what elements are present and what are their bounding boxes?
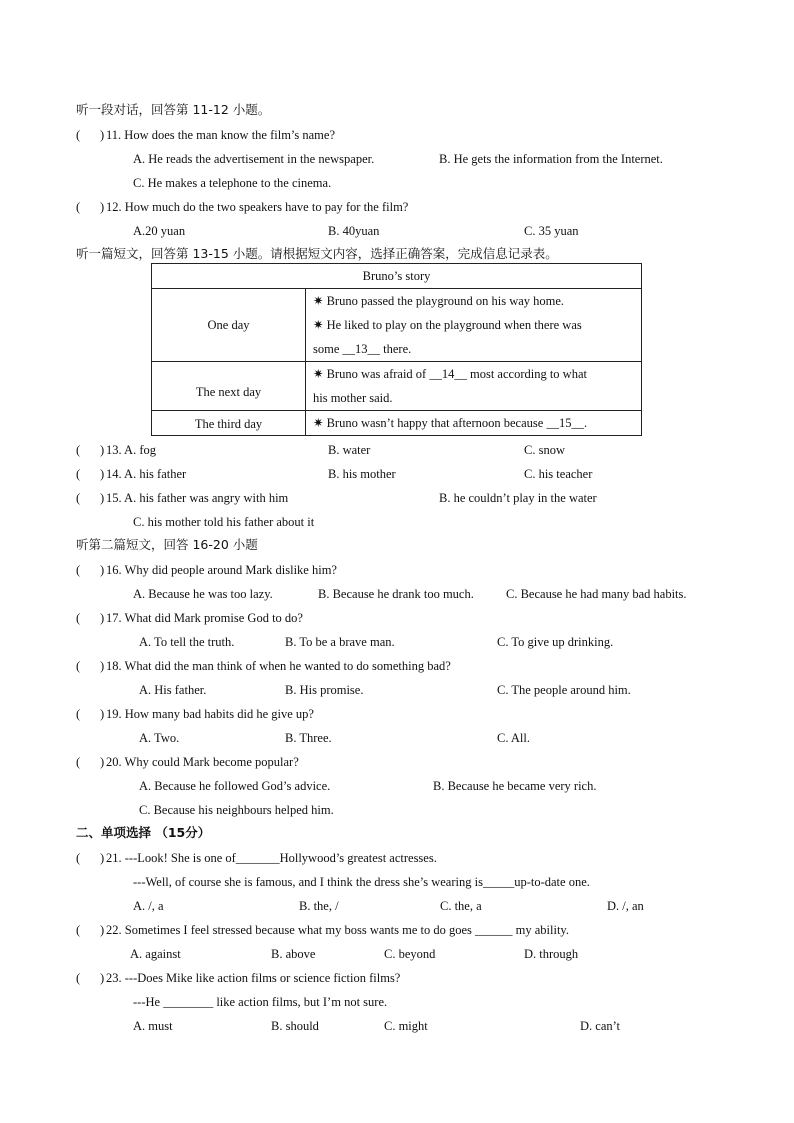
question-23-option-a: A. must <box>133 1019 173 1033</box>
answer-paren-close: ) <box>100 971 105 985</box>
answer-paren-close: ) <box>100 443 105 457</box>
question-20-option-b: B. Because he became very rich. <box>433 779 597 793</box>
answer-paren-close: ) <box>100 659 105 673</box>
section-heading-multiple-choice: 二、单项选择 （15分） <box>76 825 211 840</box>
question-15-stem: 15. A. his father was angry with him <box>106 491 289 505</box>
row-content-next-day <box>306 362 642 411</box>
question-18-stem: 18. What did the man think of when he wanted to do something bad? <box>106 659 451 673</box>
question-12-option-a: A.20 yuan <box>133 224 186 238</box>
bruno-story-table <box>151 263 642 436</box>
row-label-next-day: The next day <box>152 362 306 411</box>
question-12-stem: 12. How much do the two speakers have to pay for the film? <box>106 200 409 214</box>
section-heading-passage-2: 听第二篇短文，回答 16-20 小题 <box>76 537 258 552</box>
question-20-option-c: C. Because his neighbours helped him. <box>139 803 334 817</box>
question-17-option-a: A. To tell the truth. <box>139 635 235 649</box>
row2-line1-post: most according to what <box>466 367 587 381</box>
question-14-option-c: C. his teacher <box>524 467 593 481</box>
answer-paren-close: ) <box>100 563 105 577</box>
question-18-option-b: B. His promise. <box>285 683 364 697</box>
section-heading-passage-1: 听一篇短文，回答第 13-15 小题。请根据短文内容，选择正确答案，完成信息记录表。 <box>76 246 558 261</box>
question-20-option-a: A. Because he followed God’s advice. <box>139 779 331 793</box>
question-16-option-b: B. Because he drank too much. <box>318 587 474 601</box>
row1-line1: ✷ Bruno passed the playground on his way home. <box>313 294 565 308</box>
question-19-stem: 19. How many bad habits did he give up? <box>106 707 314 721</box>
answer-paren-close: ) <box>100 755 105 769</box>
answer-paren-open: ( <box>76 707 81 721</box>
row-label-third-day: The third day <box>152 411 306 436</box>
answer-paren-open: ( <box>76 851 81 865</box>
question-23-line2: ---He ________ like action films, but I’m not sure. <box>133 995 388 1009</box>
question-21-option-d: D. /, an <box>607 899 644 913</box>
question-22-option-c: C. beyond <box>384 947 436 961</box>
answer-paren-close: ) <box>100 707 105 721</box>
row3-pre: ✷ Bruno wasn’t happy that afternoon because <box>313 416 547 430</box>
answer-paren-close: ) <box>100 851 105 865</box>
question-19-option-a: A. Two. <box>139 731 180 745</box>
question-23-option-c: C. might <box>384 1019 428 1033</box>
answer-paren-open: ( <box>76 200 81 214</box>
row1-line2: ✷ He liked to play on the playground when there was <box>313 318 582 332</box>
question-14-option-b: B. his mother <box>328 467 396 481</box>
question-23-option-b: B. should <box>271 1019 319 1033</box>
question-11-option-c: C. He makes a telephone to the cinema. <box>133 176 332 190</box>
question-21-stem: 21. ---Look! She is one of_______Hollywood’s greatest actresses. <box>106 851 437 865</box>
question-19-option-b: B. Three. <box>285 731 332 745</box>
question-11-stem: 11. How does the man know the film’s name? <box>106 128 336 142</box>
question-22-stem: 22. Sometimes I feel stressed because what my boss wants me to do goes ______ my ability. <box>106 923 570 937</box>
question-13-option-c: C. snow <box>524 443 565 457</box>
blank-13: __13__ <box>342 342 381 356</box>
answer-paren-open: ( <box>76 659 81 673</box>
question-13-option-b: B. water <box>328 443 371 457</box>
row1-line3-pre: some <box>313 342 343 356</box>
question-21-option-a: A. /, a <box>133 899 164 913</box>
answer-paren-open: ( <box>76 611 81 625</box>
table-title: Bruno’s story <box>152 264 642 289</box>
question-18-option-a: A. His father. <box>139 683 207 697</box>
answer-paren-open: ( <box>76 491 81 505</box>
row3-post: . <box>583 416 588 430</box>
question-18-option-c: C. The people around him. <box>497 683 631 697</box>
section-heading-dialog: 听一段对话，回答第 11-12 小题。 <box>76 102 271 117</box>
answer-paren-close: ) <box>100 923 105 937</box>
answer-paren-close: ) <box>100 200 105 214</box>
row-label-one-day: One day <box>152 289 306 362</box>
row2-line1 <box>313 362 641 386</box>
question-22-option-a: A. against <box>130 947 181 961</box>
question-23-stem: 23. ---Does Mike like action films or science fiction films? <box>106 971 401 985</box>
answer-paren-open: ( <box>76 128 81 142</box>
row-content-third-day <box>306 411 642 436</box>
answer-paren-close: ) <box>100 491 105 505</box>
question-21-line2: ---Well, of course she is famous, and I think the dress she’s wearing is_____up-to-date one. <box>133 875 590 889</box>
answer-paren-open: ( <box>76 755 81 769</box>
question-14-stem: 14. A. his father <box>106 467 187 481</box>
question-21-option-c: C. the, a <box>440 899 482 913</box>
answer-paren-open: ( <box>76 467 81 481</box>
row2-line2: his mother said. <box>313 391 393 405</box>
answer-paren-close: ) <box>100 611 105 625</box>
question-21-option-b: B. the, / <box>299 899 339 913</box>
question-16-option-c: C. Because he had many bad habits. <box>506 587 687 601</box>
question-12-option-b: B. 40yuan <box>328 224 380 238</box>
question-15-option-b: B. he couldn’t play in the water <box>439 491 597 505</box>
question-22-option-b: B. above <box>271 947 316 961</box>
answer-paren-close: ) <box>100 467 105 481</box>
answer-paren-open: ( <box>76 923 81 937</box>
question-22-option-d: D. through <box>524 947 579 961</box>
question-16-stem: 16. Why did people around Mark dislike him? <box>106 563 337 577</box>
row1-line3-post: there. <box>380 342 412 356</box>
question-23-option-d: D. can’t <box>580 1019 621 1033</box>
row2-line1-pre: ✷ Bruno was afraid of <box>313 367 430 381</box>
question-13-stem: 13. A. fog <box>106 443 156 457</box>
answer-paren-open: ( <box>76 563 81 577</box>
question-11-option-a: A. He reads the advertisement in the newspaper. <box>133 152 375 166</box>
question-16-option-a: A. Because he was too lazy. <box>133 587 273 601</box>
answer-paren-open: ( <box>76 971 81 985</box>
question-20-stem: 20. Why could Mark become popular? <box>106 755 299 769</box>
question-12-option-c: C. 35 yuan <box>524 224 579 238</box>
question-19-option-c: C. All. <box>497 731 530 745</box>
question-15-option-c: C. his mother told his father about it <box>133 515 315 529</box>
question-11-option-b: B. He gets the information from the Internet. <box>439 152 663 166</box>
blank-15: __15__ <box>546 416 584 430</box>
answer-paren-open: ( <box>76 443 81 457</box>
row1-line3 <box>313 337 641 361</box>
row-content-one-day <box>306 289 642 362</box>
question-17-stem: 17. What did Mark promise God to do? <box>106 611 303 625</box>
question-17-option-c: C. To give up drinking. <box>497 635 614 649</box>
blank-14: __14__ <box>429 367 467 381</box>
answer-paren-close: ) <box>100 128 105 142</box>
question-17-option-b: B. To be a brave man. <box>285 635 395 649</box>
